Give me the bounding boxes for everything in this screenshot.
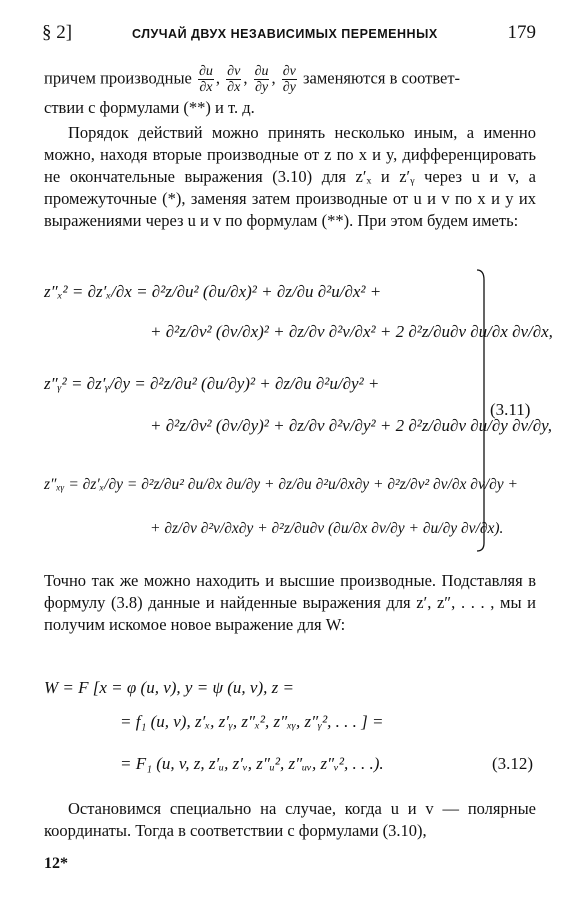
signature-mark: 12* [44,855,68,872]
equation-zxx-line-2: + ∂²z/∂v² (∂v/∂x)² + ∂z/∂v ∂²v/∂x² + 2 ∂²z/∂u∂v ∂u/∂x ∂v/∂x, [150,322,553,341]
paragraph-3: Точно так же можно находить и высшие производные. Подставляя в формулу (3.8) данные и найденные выражения для z′, z″, . . . , мы и получим искомое новое выражение для W: [44,571,536,634]
paragraph-1-line-1: причем производные $\frac{\partial u}{\partial x}$ , $\frac{\partial v}{\partial x}$ , $\frac{\partial u}{\partial y}$ , $\frac{\partial v}{\partial y}$ заменяются в соответ- [44,64,461,95]
paragraph-1-end: заменяются в соответ- [303,68,461,88]
fraction: $\frac{\partial v}{\partial x}$ [227,64,241,95]
equation-zyy-line-1: z″ᵧ² = ∂z′ᵧ/∂y = ∂²z/∂u² (∂u/∂y)² + ∂z/∂u ∂²u/∂y² + [44,374,380,393]
equation-number-3-11: (3.11) [490,400,531,419]
equation-zxy-line-2: + ∂z/∂v ∂²v/∂x∂y + ∂²z/∂u∂v (∂u/∂x ∂v/∂y + ∂u/∂y ∂v/∂x). [150,520,504,537]
equation-w-line-1: W = F [x = φ (u, v), y = ψ (u, v), z = [44,678,294,697]
fraction: $\frac{\partial v}{\partial y}$ [282,64,296,95]
equation-number-3-12: (3.12) [492,754,534,773]
fraction: $\frac{\partial u}{\partial y}$ [254,64,269,95]
equation-zyy-line-2: + ∂²z/∂v² (∂v/∂y)² + ∂z/∂v ∂²v/∂y² + 2 ∂²z/∂u∂v ∂u/∂y ∂v/∂y, [150,416,552,435]
equation-zxy-line-1: z″ₓᵧ = ∂z′ₓ/∂y = ∂²z/∂u² ∂u/∂x ∂u/∂y + ∂z/∂u ∂²u/∂x∂y + ∂²z/∂v² ∂v/∂x ∂v/∂y + [44,476,518,493]
right-bracket [475,268,487,553]
section-mark: § 2] [42,22,73,43]
page-number: 179 [507,22,536,43]
running-title: СЛУЧАЙ ДВУХ НЕЗАВИСИМЫХ ПЕРЕМЕННЫХ [132,27,438,41]
paragraph-1-line-2: ствии с формулами (**) и т. д. [44,98,255,117]
paragraph-4: Остановимся специально на случае, когда u и v — полярные координаты. Тогда в соответствии с формулами (3.10), [44,799,536,840]
paragraph-1-start: причем производные [44,68,192,88]
fraction: $\frac{\partial u}{\partial x}$ [199,64,213,95]
paragraph-2: Порядок действий можно принять несколько иным, а именно можно, находя вторые производные от z по x и y, дифференцировать не окончательные выражения (3.10) для z′ₓ и z′ᵧ через u и v, а промежуточные (*), заменяя затем производные от u и v по x и y их выражениями через u и v по формулам (**). При этом будем иметь: [44,123,536,230]
equation-w-line-3: = F₁ (u, v, z, z′ᵤ, z′ᵥ, z″ᵤ², z″ᵤᵥ, z″ᵥ², . . .). [120,754,384,773]
equation-w-line-2: = f₁ (u, v), z′ₓ, z′ᵧ, z″ₓ², z″ₓᵧ, z″ᵧ², . . . ] = [120,712,384,731]
equation-zxx-line-1: z″ₓ² = ∂z′ₓ/∂x = ∂²z/∂u² (∂u/∂x)² + ∂z/∂u ∂²u/∂x² + [44,282,382,301]
